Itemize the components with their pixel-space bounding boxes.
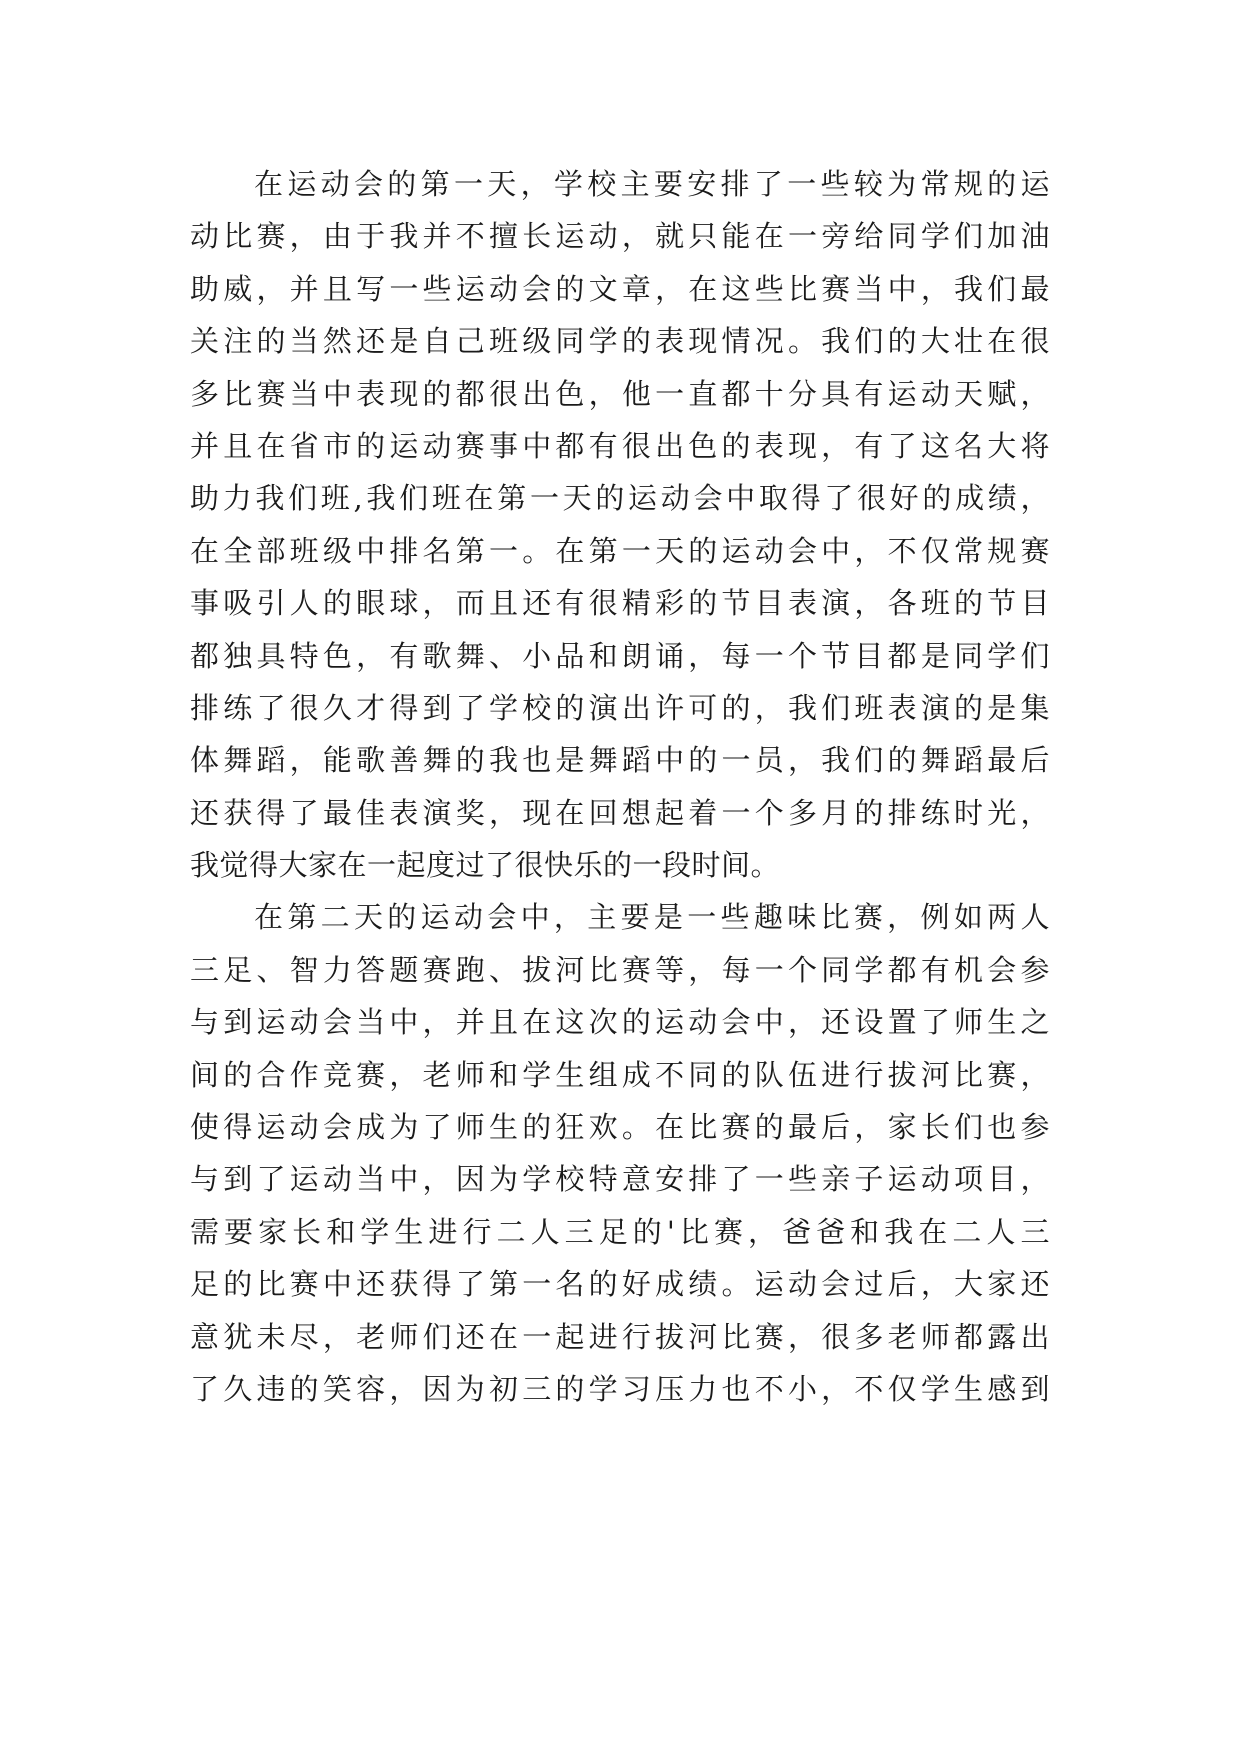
paragraph-1-line: 排练了很久才得到了学校的演出许可的，我们班表演的是集 — [190, 690, 1050, 725]
paragraph-2-line: 三足、智力答题赛跑、拔河比赛等，每一个同学都有机会参 — [190, 952, 1050, 987]
paragraph-2-line: 意犹未尽，老师们还在一起进行拔河比赛，很多老师都露出 — [190, 1319, 1050, 1354]
paragraph-1-line: 我觉得大家在一起度过了很快乐的一段时间。 — [190, 848, 781, 883]
paragraph-2-line: 了久违的笑容，因为初三的学习压力也不小，不仅学生感到 — [190, 1371, 1050, 1406]
paragraph-2-line: 使得运动会成为了师生的狂欢。在比赛的最后，家长们也参 — [190, 1110, 1050, 1145]
paragraph-1-line: 在全部班级中排名第一。在第一天的运动会中，不仅常规赛 — [190, 533, 1050, 568]
paragraph-1-line: 助威，并且写一些运动会的文章，在这些比赛当中，我们最 — [190, 271, 1050, 306]
paragraph-1-line: 事吸引人的眼球，而且还有很精彩的节目表演，各班的节目 — [190, 586, 1050, 621]
paragraph-2-line: 与到了运动当中，因为学校特意安排了一些亲子运动项目， — [190, 1162, 1050, 1197]
paragraph-1-line: 并且在省市的运动赛事中都有很出色的表现，有了这名大将 — [190, 428, 1050, 463]
paragraph-1-line: 还获得了最佳表演奖，现在回想起着一个多月的排练时光， — [190, 795, 1050, 830]
paragraph-1-line: 都独具特色，有歌舞、小品和朗诵，每一个节目都是同学们 — [190, 638, 1050, 673]
paragraph-1-line: 助力我们班,我们班在第一天的运动会中取得了很好的成绩， — [190, 481, 1050, 516]
paragraph-1-line: 体舞蹈，能歌善舞的我也是舞蹈中的一员，我们的舞蹈最后 — [190, 743, 1050, 778]
paragraph-1-line: 动比赛，由于我并不擅长运动，就只能在一旁给同学们加油 — [190, 219, 1050, 254]
paragraph-1-line: 关注的当然还是自己班级同学的表现情况。我们的大壮在很 — [190, 324, 1050, 359]
paragraph-2-line: 间的合作竞赛，老师和学生组成不同的队伍进行拔河比赛， — [190, 1057, 1050, 1092]
paragraph-2-line: 足的比赛中还获得了第一名的好成绩。运动会过后，大家还 — [190, 1267, 1050, 1302]
paragraph-1-line: 多比赛当中表现的都很出色，他一直都十分具有运动天赋， — [190, 376, 1050, 411]
paragraph-2-line: 需要家长和学生进行二人三足的'比赛，爸爸和我在二人三 — [190, 1214, 1050, 1249]
body-text — [190, 158, 1050, 1415]
paragraph-2-line: 在第二天的运动会中，主要是一些趣味比赛，例如两人 — [254, 900, 1050, 935]
paragraph-1-line: 在运动会的第一天，学校主要安排了一些较为常规的运 — [254, 167, 1050, 201]
paragraph-2-line: 与到运动会当中，并且在这次的运动会中，还设置了师生之 — [190, 1005, 1050, 1040]
